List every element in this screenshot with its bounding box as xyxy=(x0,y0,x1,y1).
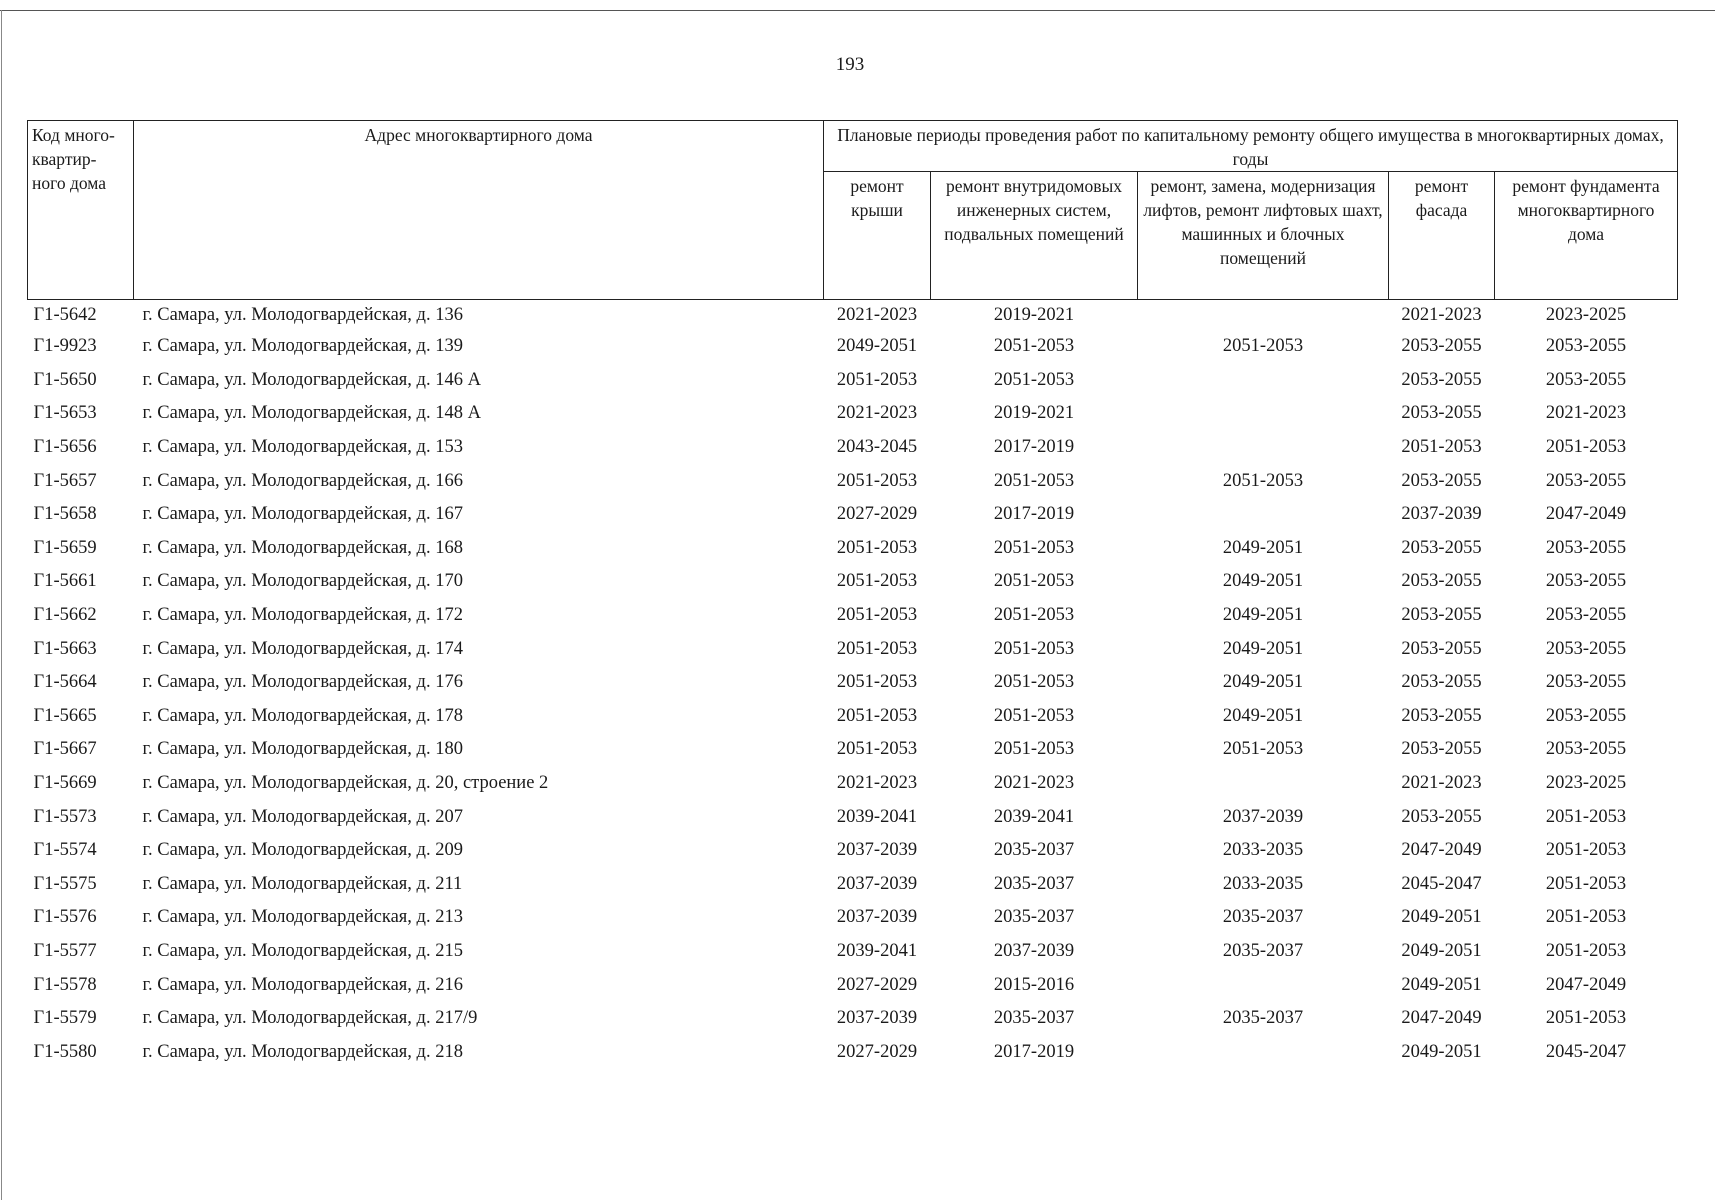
table-row xyxy=(28,364,1678,398)
header-code: Код много-квартир-ного дома xyxy=(28,121,134,300)
cell-address: г. Самара, ул. Молодогвардейская, д. 216 xyxy=(142,974,463,995)
cell-address: г. Самара, ул. Молодогвардейская, д. 215 xyxy=(142,940,463,961)
cell-elevators: 2033-2035 xyxy=(1222,840,1304,861)
header-address: Адрес многоквартирного дома xyxy=(134,121,824,300)
cell-foundation: 2047-2049 xyxy=(1545,504,1627,525)
cell-roof: 2037-2039 xyxy=(836,907,918,928)
scan-edge-top xyxy=(0,10,1715,11)
table-row xyxy=(28,700,1678,734)
cell-address: г. Самара, ул. Молодогвардейская, д. 139 xyxy=(142,336,463,357)
cell-code: Г1-5667 xyxy=(33,739,97,760)
cell-roof: 2039-2041 xyxy=(836,940,918,961)
cell-elevators: 2049-2051 xyxy=(1222,571,1304,592)
table-row xyxy=(28,800,1678,834)
cell-code: Г1-5579 xyxy=(33,1008,97,1029)
table-row xyxy=(28,1035,1678,1069)
cell-foundation: 2053-2055 xyxy=(1545,537,1627,558)
cell-roof: 2051-2053 xyxy=(836,369,918,390)
table-row xyxy=(28,767,1678,801)
cell-elevators: 2051-2053 xyxy=(1222,470,1304,491)
cell-address: г. Самара, ул. Молодогвардейская, д. 217/9 xyxy=(142,1008,478,1029)
cell-code: Г1-5657 xyxy=(33,470,97,491)
cell-code: Г1-5580 xyxy=(33,1041,97,1062)
cell-facade: 2047-2049 xyxy=(1401,840,1482,861)
cell-elevators: 2033-2035 xyxy=(1222,873,1304,894)
cell-facade: 2053-2055 xyxy=(1401,638,1482,659)
scan-edge-left xyxy=(1,10,2,1200)
cell-engineering: 2051-2053 xyxy=(993,470,1075,491)
cell-code: Г1-5576 xyxy=(33,907,97,928)
cell-roof: 2051-2053 xyxy=(836,638,918,659)
header-facade: ремонт фасада xyxy=(1389,172,1495,300)
cell-engineering: 2017-2019 xyxy=(993,437,1075,458)
cell-code: Г1-5574 xyxy=(33,840,97,861)
cell-engineering: 2019-2021 xyxy=(993,403,1075,424)
cell-address: г. Самара, ул. Молодогвардейская, д. 180 xyxy=(142,739,463,760)
cell-facade: 2053-2055 xyxy=(1401,705,1482,726)
cell-foundation: 2023-2025 xyxy=(1545,773,1627,794)
cell-code: Г1-5663 xyxy=(33,638,97,659)
cell-facade: 2037-2039 xyxy=(1401,504,1482,525)
cell-foundation: 2053-2055 xyxy=(1545,705,1627,726)
cell-address: г. Самара, ул. Молодогвардейская, д. 146 А xyxy=(142,369,481,390)
cell-foundation: 2045-2047 xyxy=(1545,1041,1627,1062)
cell-engineering: 2015-2016 xyxy=(993,974,1075,995)
cell-code: Г1-5653 xyxy=(33,403,97,424)
cell-address: г. Самара, ул. Молодогвардейская, д. 211 xyxy=(142,873,463,894)
cell-roof: 2037-2039 xyxy=(836,1008,918,1029)
cell-roof: 2051-2053 xyxy=(836,537,918,558)
cell-code: Г1-5661 xyxy=(33,571,97,592)
cell-engineering: 2051-2053 xyxy=(993,672,1075,693)
cell-address: г. Самара, ул. Молодогвардейская, д. 153 xyxy=(142,437,463,458)
cell-engineering: 2051-2053 xyxy=(993,537,1075,558)
cell-elevators: 2037-2039 xyxy=(1222,806,1304,827)
cell-engineering: 2051-2053 xyxy=(993,605,1075,626)
cell-code: Г1-5669 xyxy=(33,773,97,794)
cell-elevators: 2051-2053 xyxy=(1222,739,1304,760)
cell-foundation: 2051-2053 xyxy=(1545,806,1627,827)
cell-code: Г1-9923 xyxy=(33,336,97,357)
cell-elevators: 2049-2051 xyxy=(1222,638,1304,659)
cell-code: Г1-5665 xyxy=(33,705,97,726)
cell-foundation: 2053-2055 xyxy=(1545,470,1627,491)
cell-address: г. Самара, ул. Молодогвардейская, д. 168 xyxy=(142,537,463,558)
cell-facade: 2049-2051 xyxy=(1401,907,1482,928)
cell-roof: 2037-2039 xyxy=(836,873,918,894)
cell-roof: 2051-2053 xyxy=(836,470,918,491)
cell-roof: 2037-2039 xyxy=(836,840,918,861)
cell-roof: 2051-2053 xyxy=(836,571,918,592)
table-row xyxy=(28,733,1678,767)
cell-elevators: 2051-2053 xyxy=(1222,336,1304,357)
page-number: 193 xyxy=(835,54,865,75)
cell-foundation: 2053-2055 xyxy=(1545,336,1627,357)
table-row xyxy=(28,300,1678,331)
cell-elevators: 2049-2051 xyxy=(1222,605,1304,626)
table-row xyxy=(28,464,1678,498)
cell-address: г. Самара, ул. Молодогвардейская, д. 218 xyxy=(142,1041,463,1062)
cell-address: г. Самара, ул. Молодогвардейская, д. 166 xyxy=(142,470,463,491)
cell-roof: 2027-2029 xyxy=(836,974,918,995)
cell-roof: 2039-2041 xyxy=(836,806,918,827)
cell-foundation: 2053-2055 xyxy=(1545,369,1627,390)
cell-engineering: 2035-2037 xyxy=(993,907,1075,928)
cell-roof: 2051-2053 xyxy=(836,705,918,726)
cell-foundation: 2047-2049 xyxy=(1545,974,1627,995)
cell-elevators: 2035-2037 xyxy=(1222,907,1304,928)
cell-facade: 2049-2051 xyxy=(1401,974,1482,995)
cell-roof: 2021-2023 xyxy=(836,403,918,424)
table-row xyxy=(28,532,1678,566)
cell-roof: 2043-2045 xyxy=(836,437,918,458)
cell-engineering: 2021-2023 xyxy=(993,773,1075,794)
cell-engineering: 2035-2037 xyxy=(993,873,1075,894)
cell-foundation: 2051-2053 xyxy=(1545,437,1627,458)
cell-facade: 2053-2055 xyxy=(1401,403,1482,424)
cell-roof: 2027-2029 xyxy=(836,1041,918,1062)
cell-elevators: 2049-2051 xyxy=(1222,672,1304,693)
cell-address: г. Самара, ул. Молодогвардейская, д. 207 xyxy=(142,806,463,827)
cell-address: г. Самара, ул. Молодогвардейская, д. 174 xyxy=(142,638,463,659)
cell-facade: 2053-2055 xyxy=(1401,470,1482,491)
cell-engineering: 2051-2053 xyxy=(993,739,1075,760)
header-roof: ремонт крыши xyxy=(824,172,931,300)
cell-facade: 2053-2055 xyxy=(1401,369,1482,390)
cell-code: Г1-5578 xyxy=(33,974,97,995)
cell-engineering: 2035-2037 xyxy=(993,840,1075,861)
cell-code: Г1-5658 xyxy=(33,504,97,525)
table-header xyxy=(28,121,1678,300)
cell-facade: 2045-2047 xyxy=(1401,873,1482,894)
table-row xyxy=(28,330,1678,364)
cell-engineering: 2037-2039 xyxy=(993,940,1075,961)
cell-code: Г1-5656 xyxy=(33,437,97,458)
cell-elevators xyxy=(1138,498,1389,532)
cell-code: Г1-5659 xyxy=(33,537,97,558)
table-row xyxy=(28,397,1678,431)
cell-code: Г1-5664 xyxy=(33,672,97,693)
cell-engineering: 2051-2053 xyxy=(993,336,1075,357)
cell-address: г. Самара, ул. Молодогвардейская, д. 170 xyxy=(142,571,463,592)
cell-elevators xyxy=(1138,300,1389,331)
table-row xyxy=(28,935,1678,969)
cell-foundation: 2051-2053 xyxy=(1545,907,1627,928)
cell-foundation: 2051-2053 xyxy=(1545,1008,1627,1029)
cell-foundation: 2051-2053 xyxy=(1545,940,1627,961)
cell-foundation: 2051-2053 xyxy=(1545,840,1627,861)
cell-code: Г1-5642 xyxy=(33,304,97,325)
table-row xyxy=(28,565,1678,599)
cell-address: г. Самара, ул. Молодогвардейская, д. 167 xyxy=(142,504,463,525)
cell-code: Г1-5575 xyxy=(33,873,97,894)
cell-facade: 2053-2055 xyxy=(1401,336,1482,357)
table-row xyxy=(28,901,1678,935)
cell-engineering: 2039-2041 xyxy=(993,806,1075,827)
cell-roof: 2051-2053 xyxy=(836,672,918,693)
cell-address: г. Самара, ул. Молодогвардейская, д. 209 xyxy=(142,840,463,861)
cell-foundation: 2053-2055 xyxy=(1545,739,1627,760)
cell-facade: 2021-2023 xyxy=(1401,304,1482,325)
cell-foundation: 2053-2055 xyxy=(1545,571,1627,592)
cell-facade: 2053-2055 xyxy=(1401,571,1482,592)
cell-elevators xyxy=(1138,968,1389,1002)
cell-elevators xyxy=(1138,767,1389,801)
cell-roof: 2051-2053 xyxy=(836,739,918,760)
table-row xyxy=(28,599,1678,633)
cell-engineering: 2035-2037 xyxy=(993,1008,1075,1029)
table-row xyxy=(28,498,1678,532)
cell-elevators: 2035-2037 xyxy=(1222,940,1304,961)
table-row xyxy=(28,1002,1678,1036)
cell-engineering: 2017-2019 xyxy=(993,1041,1075,1062)
cell-engineering: 2051-2053 xyxy=(993,638,1075,659)
cell-elevators xyxy=(1138,431,1389,465)
cell-elevators: 2049-2051 xyxy=(1222,705,1304,726)
table-row xyxy=(28,834,1678,868)
cell-address: г. Самара, ул. Молодогвардейская, д. 172 xyxy=(142,605,463,626)
cell-elevators xyxy=(1138,1035,1389,1069)
cell-roof: 2027-2029 xyxy=(836,504,918,525)
cell-address: г. Самара, ул. Молодогвардейская, д. 148 А xyxy=(142,403,481,424)
header-foundation: ремонт фундамента многоквартирного дома xyxy=(1495,172,1678,300)
header-elevators: ремонт, замена, модернизация лифтов, ремонт лифтовых шахт, машинных и блочных помещений xyxy=(1138,172,1389,300)
cell-engineering: 2019-2021 xyxy=(993,304,1075,325)
table-row xyxy=(28,968,1678,1002)
cell-foundation: 2053-2055 xyxy=(1545,605,1627,626)
cell-facade: 2051-2053 xyxy=(1401,437,1482,458)
cell-roof: 2021-2023 xyxy=(836,304,918,325)
table-row xyxy=(28,632,1678,666)
cell-engineering: 2051-2053 xyxy=(993,369,1075,390)
cell-facade: 2053-2055 xyxy=(1401,672,1482,693)
cell-facade: 2053-2055 xyxy=(1401,537,1482,558)
cell-engineering: 2051-2053 xyxy=(993,705,1075,726)
cell-facade: 2049-2051 xyxy=(1401,940,1482,961)
cell-elevators: 2049-2051 xyxy=(1222,537,1304,558)
header-engineering-systems: ремонт внутридомовых инженерных систем, подвальных помещений xyxy=(931,172,1138,300)
cell-code: Г1-5662 xyxy=(33,605,97,626)
table-row xyxy=(28,868,1678,902)
cell-foundation: 2021-2023 xyxy=(1545,403,1627,424)
table-row xyxy=(28,666,1678,700)
cell-code: Г1-5573 xyxy=(33,806,97,827)
cell-code: Г1-5577 xyxy=(33,940,97,961)
cell-engineering: 2051-2053 xyxy=(993,571,1075,592)
cell-address: г. Самара, ул. Молодогвардейская, д. 213 xyxy=(142,907,463,928)
cell-foundation: 2053-2055 xyxy=(1545,638,1627,659)
cell-facade: 2049-2051 xyxy=(1401,1041,1482,1062)
cell-roof: 2051-2053 xyxy=(836,605,918,626)
cell-address: г. Самара, ул. Молодогвардейская, д. 20, строение 2 xyxy=(142,773,549,794)
cell-address: г. Самара, ул. Молодогвардейская, д. 178 xyxy=(142,705,463,726)
cell-elevators: 2035-2037 xyxy=(1222,1008,1304,1029)
table-body xyxy=(28,300,1678,1070)
cell-facade: 2053-2055 xyxy=(1401,605,1482,626)
cell-roof: 2021-2023 xyxy=(836,773,918,794)
table-row xyxy=(28,431,1678,465)
cell-facade: 2053-2055 xyxy=(1401,806,1482,827)
cell-foundation: 2053-2055 xyxy=(1545,672,1627,693)
cell-roof: 2049-2051 xyxy=(836,336,918,357)
cell-elevators xyxy=(1138,364,1389,398)
cell-engineering: 2017-2019 xyxy=(993,504,1075,525)
cell-address: г. Самара, ул. Молодогвардейская, д. 136 xyxy=(142,304,463,325)
cell-elevators xyxy=(1138,397,1389,431)
header-planned-periods: Плановые периоды проведения работ по капитальному ремонту общего имущества в многоквартирных домах, годы xyxy=(824,121,1678,172)
cell-facade: 2047-2049 xyxy=(1401,1008,1482,1029)
cell-address: г. Самара, ул. Молодогвардейская, д. 176 xyxy=(142,672,463,693)
cell-facade: 2053-2055 xyxy=(1401,739,1482,760)
cell-foundation: 2023-2025 xyxy=(1545,304,1627,325)
repair-schedule-table xyxy=(27,120,1678,1069)
cell-code: Г1-5650 xyxy=(33,369,97,390)
cell-foundation: 2051-2053 xyxy=(1545,873,1627,894)
cell-facade: 2021-2023 xyxy=(1401,773,1482,794)
